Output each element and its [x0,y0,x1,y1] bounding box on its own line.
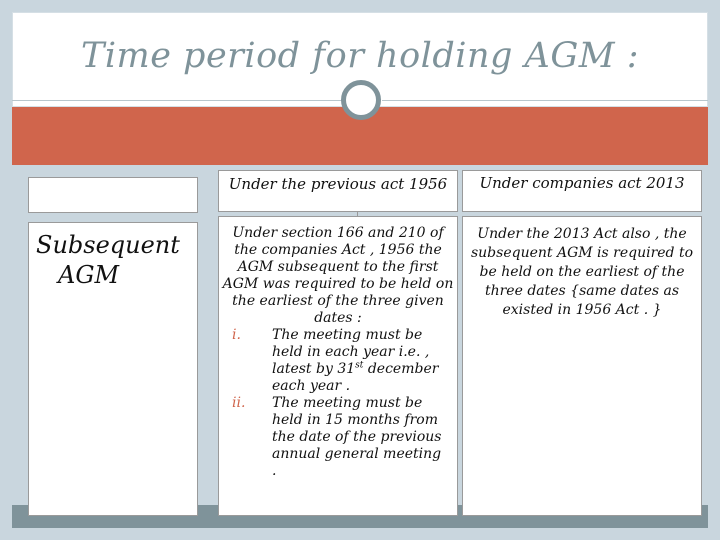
slide-frame-left [0,0,12,540]
row-label [36,230,196,290]
list-item-text-end: december each year . [272,361,439,394]
list-item-number: i. [232,327,241,343]
companies-act-content: Under the 2013 Act also , the subsequent AGM is required to be held on the earliest of the three dates {same dates as existed in 1956 Act . } [470,226,694,318]
list-item-text: The meeting must be held in each year i.e. , latest by 31 [272,327,430,377]
column-header-companies-act: Under companies act 2013 [479,174,685,192]
slide-frame-top [0,0,720,12]
previous-act-list [222,327,454,480]
row-label-line2: AGM [58,261,120,289]
list-item [222,395,454,480]
slide-frame-bottom [0,528,720,540]
slide-frame-right [708,0,720,540]
title-rule-left [12,100,342,101]
table-corner-cell [28,177,198,213]
circle-badge-icon [341,80,381,120]
previous-act-content [222,225,454,480]
row-label-line1: Subsequent [36,231,180,259]
slide-title: Time period for holding AGM : [80,36,640,76]
title-rule-right [382,100,708,101]
list-item-number: ii. [232,395,246,411]
cell-connector [357,212,358,216]
list-item-text: The meeting must be held in 15 months from the date of the previous annual general meeting . [272,395,442,479]
previous-act-intro: Under section 166 and 210 of the companies Act , 1956 the AGM subsequent to the first AGM was required to be held on the earliest of the three given dates : [222,225,454,326]
list-item [222,327,454,395]
column-header-previous-act: Under the previous act 1956 [228,175,448,193]
ordinal-suffix: st [355,360,364,371]
